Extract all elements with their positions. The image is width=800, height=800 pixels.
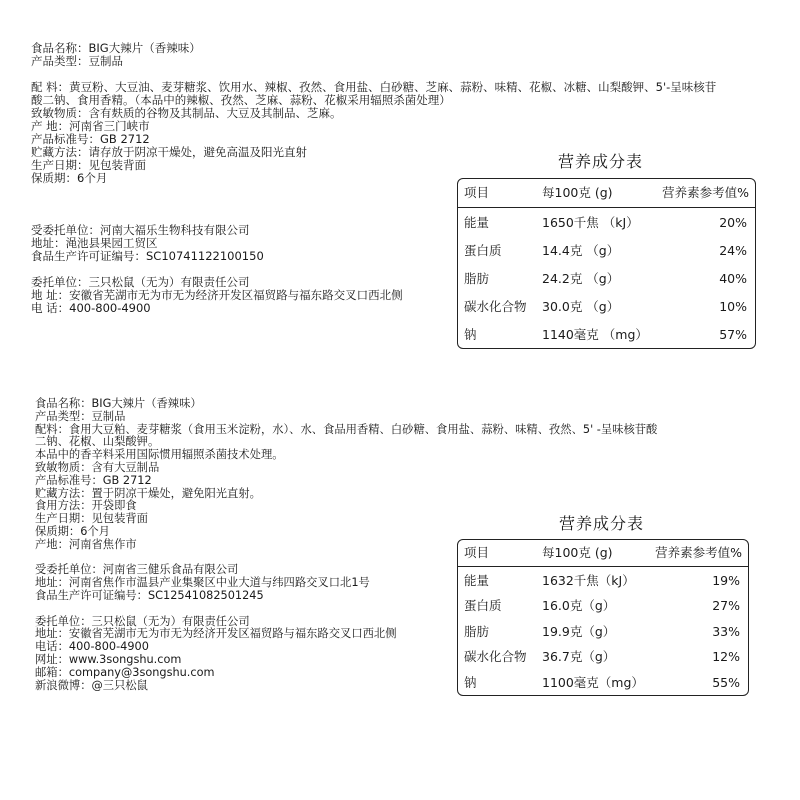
label1-line: 保质期：6个月 — [31, 171, 108, 185]
nutrition-cell: 蛋白质 — [464, 243, 502, 258]
label2-line: 二钠、花椒、山梨酸钾。 — [35, 435, 160, 449]
nutrition-row — [458, 265, 755, 293]
label1-line: 食品名称：BIG大辣片（香辣味） — [31, 41, 201, 55]
nutrition-cell: 27% — [712, 598, 740, 613]
nutrition-row — [458, 209, 755, 237]
label1-line: 产品类型：豆制品 — [31, 54, 123, 68]
label1-line: 委托单位：三只松鼠（无为）有限责任公司 — [31, 275, 250, 289]
label1-line: 地址：渑池县果园工贸区 — [31, 236, 158, 250]
nutrition-row — [458, 568, 748, 594]
nutrition-cell: 19.9克（g） — [542, 623, 616, 639]
label2-line: 食品生产许可证编号：SC12541082501245 — [35, 588, 264, 602]
label1-line: 致敏物质：含有麸质的谷物及其制品、大豆及其制品、芝麻。 — [31, 106, 342, 120]
nutrition-cell: 1632千焦（kJ） — [542, 572, 635, 588]
nutrition-header-cell: 每100克 (g) — [542, 185, 613, 200]
label2-nutrition-title: 营养成分表 — [559, 514, 645, 533]
label2-line: 配料：食用大豆粕、麦芽糖浆（食用玉米淀粉，水）、水、食品用香精、白砂糖、食用盐、蒜粉、味精、孜然、5' -呈味核苷酸 — [35, 422, 658, 436]
nutrition-cell: 脂肪 — [464, 623, 490, 639]
label2-line: 食品名称：BIG大辣片（香辣味） — [35, 397, 202, 410]
label1-line: 产品标准号：GB 2712 — [31, 132, 150, 146]
nutrition-row — [458, 670, 748, 696]
nutrition-cell: 19% — [712, 572, 740, 588]
label2-nutrition-table — [457, 539, 749, 696]
label2-line: 网址：www.3songshu.com — [35, 652, 182, 666]
label2-line: 本品中的香辛料采用国际惯用辐照杀菌技术处理。 — [35, 448, 284, 462]
nutrition-row — [458, 593, 748, 619]
label1-line: 受委托单位：河南大福乐生物科技有限公司 — [31, 223, 250, 237]
nutrition-cell: 碳水化合物 — [464, 299, 527, 314]
label1-line: 地 址：安徽省芜湖市无为市无为经济开发区福贸路与福东路交叉口西北侧 — [31, 288, 403, 302]
label2-line: 贮藏方法：置于阴凉干燥处，避免阳光直射。 — [35, 486, 261, 500]
label2-line: 致敏物质：含有大豆制品 — [35, 460, 160, 474]
nutrition-cell: 碳水化合物 — [464, 649, 527, 664]
nutrition-header-cell: 项目 — [464, 545, 490, 560]
nutrition-cell: 57% — [719, 327, 747, 342]
nutrition-header-cell: 营养素参考值% — [655, 545, 742, 560]
label1-line: 电 话：400-800-4900 — [31, 301, 151, 315]
label1-line: 贮藏方法：请存放于阴凉干燥处，避免高温及阳光直射 — [31, 145, 307, 159]
nutrition-cell: 10% — [719, 299, 747, 314]
nutrition-cell: 1140毫克 （mg） — [542, 327, 648, 342]
label2-line: 保质期：6个月 — [35, 524, 110, 538]
label1-nutrition-table — [457, 178, 756, 349]
label2-line: 委托单位：三只松鼠（无为）有限责任公司 — [35, 614, 250, 628]
label1-line: 配 料：黄豆粉、大豆油、麦芽糖浆、饮用水、辣椒、孜然、食用盐、白砂糖、芝麻、蒜粉、味精、花椒、冰糖、山梨酸钾、5'-呈味核苷 — [31, 80, 717, 94]
label2-line: 地址：河南省焦作市温县产业集聚区中业大道与纬四路交叉口北1号 — [35, 576, 370, 590]
label2-line: 产品类型：豆制品 — [35, 409, 126, 423]
label2-line: 产地：河南省焦作市 — [35, 537, 137, 551]
nutrition-cell: 12% — [712, 649, 740, 664]
nutrition-cell: 能量 — [464, 215, 490, 230]
label1-line: 酸二钠、食用香精。（本品中的辣椒、孜然、芝麻、蒜粉、花椒采用辐照杀菌处理） — [31, 93, 451, 107]
nutrition-header-row — [458, 540, 748, 567]
label2-line: 生产日期：见包装背面 — [35, 512, 148, 526]
nutrition-cell: 33% — [712, 623, 740, 639]
nutrition-header-cell: 项目 — [464, 185, 490, 200]
nutrition-cell: 30.0克 （g） — [542, 299, 620, 314]
label2-line: 食用方法：开袋即食 — [35, 499, 137, 513]
nutrition-header-row — [458, 179, 755, 208]
label1-line: 产 地：河南省三门峡市 — [31, 119, 150, 133]
nutrition-header-cell: 每100克 (g) — [542, 545, 613, 560]
label2-line: 受委托单位：河南省三健乐食品有限公司 — [35, 563, 239, 577]
label1-nutrition-title: 营养成分表 — [558, 152, 644, 171]
nutrition-cell: 1650千焦 （kJ） — [542, 215, 639, 230]
nutrition-row — [458, 619, 748, 645]
label1-line: 食品生产许可证编号：SC10741122100150 — [31, 249, 264, 263]
label2-line: 地址：安徽省芜湖市无为市无为经济开发区福贸路与福东路交叉口西北侧 — [35, 627, 397, 641]
nutrition-row — [458, 644, 748, 670]
nutrition-cell: 能量 — [464, 572, 490, 588]
nutrition-cell: 蛋白质 — [464, 598, 502, 613]
nutrition-cell: 55% — [712, 674, 740, 690]
nutrition-cell: 14.4克 （g） — [542, 243, 620, 258]
nutrition-row — [458, 237, 755, 265]
label1-line: 生产日期：见包装背面 — [31, 158, 146, 172]
nutrition-header-cell: 营养素参考值% — [662, 185, 749, 200]
nutrition-row — [458, 321, 755, 349]
nutrition-cell: 脂肪 — [464, 271, 490, 286]
nutrition-cell: 40% — [719, 271, 747, 286]
label2-line: 产品标准号：GB 2712 — [35, 473, 152, 487]
label2-line: 电话：400-800-4900 — [35, 640, 149, 654]
nutrition-cell: 16.0克（g） — [542, 598, 616, 613]
nutrition-cell: 钠 — [464, 327, 477, 342]
label2-line: 邮箱：company@3songshu.com — [35, 665, 215, 679]
nutrition-cell: 36.7克（g） — [542, 649, 616, 664]
nutrition-cell: 24.2克 （g） — [542, 271, 620, 286]
nutrition-cell: 24% — [719, 243, 747, 258]
nutrition-cell: 20% — [719, 215, 747, 230]
nutrition-row — [458, 293, 755, 321]
label2-line: 新浪微博：@三只松鼠 — [35, 678, 148, 692]
nutrition-cell: 钠 — [464, 674, 477, 690]
nutrition-cell: 1100毫克（mg） — [542, 674, 644, 690]
